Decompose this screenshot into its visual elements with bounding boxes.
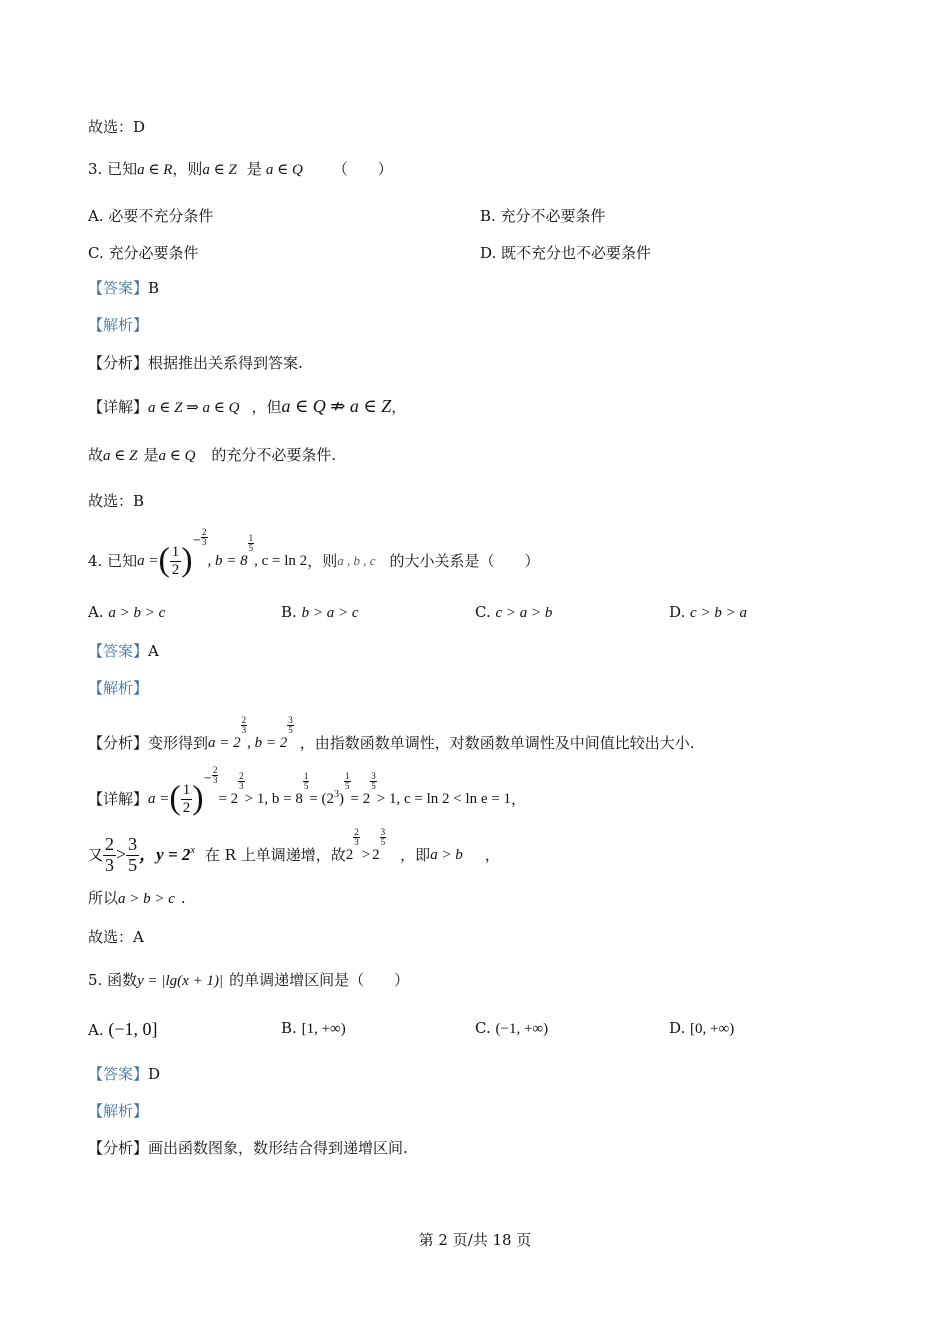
exponent-sign: − — [192, 535, 202, 546]
you-gt-2: > — [361, 847, 371, 863]
exp-num: 3 — [371, 771, 376, 781]
exp-den: 3 — [241, 725, 247, 735]
question-3-blank: （ ） — [332, 160, 393, 178]
detail-tag: 【详解】 — [88, 790, 149, 808]
option-label: B. — [281, 1019, 297, 1037]
answer-4 — [88, 642, 159, 660]
question-4-prefix: 4. 已知 — [88, 552, 138, 570]
fenxi-text: 画出函数图象，数形结合得到递增区间. — [148, 1139, 408, 1157]
fraction-num: 3 — [128, 833, 138, 854]
detail-power-three: 3 — [334, 789, 340, 800]
exp-den: 5 — [380, 837, 386, 847]
question-3-option-d: D. 既不充分也不必要条件 — [480, 244, 652, 262]
detail-close-paren: ) — [339, 791, 345, 807]
fenxi-math-a: a = 2 — [208, 735, 241, 751]
fenxi-tag: 【分析】 — [88, 734, 149, 752]
detail-exp-1 — [238, 772, 245, 791]
question-4-c: , c = ln 2 — [254, 553, 308, 569]
you-exp-2 — [380, 828, 387, 847]
question-5-math: y = |lg(x + 1)| — [137, 973, 224, 989]
analysis-tag-4: 【解析】 — [88, 679, 149, 697]
exp-num: 3 — [380, 827, 386, 837]
suoyi-math: a > b > c — [118, 891, 175, 907]
question-3-text-1: ，则 — [172, 160, 203, 178]
detail-exp-2 — [303, 772, 310, 791]
question-5-option-b — [281, 1019, 346, 1038]
conclusion-math-2: a ∈ Q — [158, 448, 196, 464]
option-label: A. — [88, 1021, 104, 1039]
conclusion-3 — [88, 446, 336, 465]
fenxi-text-2: ，由指数函数单调性，对数函数单调性及中间值比较出大小. — [299, 734, 695, 752]
detail-4 — [88, 766, 526, 822]
answer-3 — [88, 279, 159, 297]
exp-den: 5 — [303, 781, 309, 791]
exp-num: 1 — [345, 771, 350, 781]
question-3-option-a: A. 必要不充分条件 — [88, 207, 214, 225]
option-expr: [1, +∞) — [301, 1021, 346, 1037]
question-5-prefix: 5. 函数 — [88, 971, 138, 989]
fenxi-math-b: , b = 2 — [247, 735, 288, 751]
question-4 — [88, 528, 540, 584]
question-4-option-c — [475, 603, 552, 622]
you-function: ，y = 2 — [139, 844, 191, 864]
option-label: A. — [88, 603, 104, 621]
option-expr: a > b > c — [108, 605, 166, 621]
conclusion-math-1: a ∈ Z — [103, 448, 138, 464]
b-exponent-num: 1 — [248, 533, 254, 543]
detail-eq-3: = 2 — [350, 791, 371, 807]
option-label: D. — [669, 1019, 686, 1037]
fraction-den: 3 — [105, 854, 115, 875]
detail-end: ， — [391, 398, 407, 416]
fenxi-tag: 【分析】 — [88, 1139, 149, 1157]
prev-answer-choice: 故选：D — [88, 118, 146, 136]
option-expr: [0, +∞) — [690, 1021, 735, 1037]
fraction-den: 5 — [128, 854, 138, 875]
question-5-option-a — [88, 1019, 158, 1040]
option-expr: b > a > c — [301, 605, 359, 621]
suoyi-prefix: 所以 — [88, 889, 119, 907]
answer-value: D — [148, 1065, 161, 1083]
question-3-math-1: a ∈ R — [137, 162, 173, 178]
answer-tag: 【答案】 — [88, 279, 149, 297]
conclusion-prefix: 故 — [88, 446, 104, 464]
you-gt: > — [116, 844, 127, 865]
fraction-half — [181, 782, 193, 816]
you-line-4: 又 $\frac{2}{3}$ > $\frac{3}{5}$ ，$y = 2^x$ 在 R 上单调递增，故2 $\frac{2}{3}> 2$ $\frac{3}{5}$，即a > b ， — [88, 827, 500, 875]
you-comma: ， — [484, 846, 500, 864]
detail-exp-4 — [370, 772, 377, 791]
detail-eq-1: = 2 — [218, 791, 239, 807]
option-label: C. — [475, 1019, 491, 1037]
you-exp-x: x — [190, 845, 195, 856]
fraction-three-fifths — [126, 835, 139, 876]
detail-tag: 【详解】 — [88, 398, 149, 416]
page-footer: 第 2 页/共 18 页 — [418, 1231, 532, 1249]
fraction-num: 2 — [105, 833, 115, 854]
answer-value: A — [148, 642, 159, 660]
suoyi-end: . — [180, 889, 186, 907]
detail-end-math: > 1, c = ln 2 < ln e = 1 — [376, 791, 512, 807]
exp-num: 2 — [354, 827, 359, 837]
option-label: D. — [669, 603, 686, 621]
fraction-two-thirds — [103, 835, 116, 876]
detail-math-2: a ∈ Q ⇏ a ∈ Z — [281, 396, 392, 416]
question-3-text-2: 是 — [246, 160, 262, 178]
question-3-option-c: C. 充分必要条件 — [88, 244, 199, 262]
question-3 — [88, 160, 393, 179]
option-expr: c > a > b — [495, 605, 553, 621]
right-paren: ) — [192, 779, 204, 817]
detail-a: a = — [148, 791, 170, 807]
answer-5 — [88, 1065, 160, 1083]
question-4-end: 的大小关系是（ ） — [389, 552, 540, 570]
analysis-tag-5: 【解析】 — [88, 1102, 149, 1120]
exp-den: 3 — [239, 781, 244, 791]
detail-math-1: a ∈ Z ⇒ a ∈ Q — [148, 400, 240, 416]
left-paren: ( — [158, 541, 170, 579]
answer-tag: 【答案】 — [88, 642, 149, 660]
exp-num: 1 — [303, 771, 309, 781]
fenxi-3 — [88, 354, 303, 372]
exponent-sign: − — [203, 773, 212, 784]
exp-num: 2 — [241, 715, 247, 725]
question-4-b: , b = 8 — [207, 553, 248, 569]
final-4: 故选：A — [88, 928, 144, 946]
fraction-den: 2 — [182, 799, 191, 816]
fenxi-5 — [88, 1139, 408, 1157]
exp-den: 3 — [212, 775, 218, 785]
option-label: B. — [281, 603, 297, 621]
you-ji: ，即 — [400, 846, 431, 864]
suoyi-4 — [88, 889, 186, 908]
option-label: C. — [475, 603, 491, 621]
exp-den: 5 — [371, 781, 376, 791]
fenxi-tag: 【分析】 — [88, 354, 149, 372]
conclusion-end: 的充分不必要条件. — [211, 446, 337, 464]
fenxi-text: 根据推出关系得到答案. — [148, 354, 303, 372]
final-3: 故选：B — [88, 492, 145, 510]
fenxi-text-1: 变形得到 — [148, 734, 209, 752]
question-4-option-b — [281, 603, 358, 622]
detail-comma: ， — [511, 790, 527, 808]
exp-num: 2 — [239, 771, 244, 781]
left-paren: ( — [169, 779, 181, 817]
question-5-option-c — [475, 1019, 548, 1038]
question-3-option-b: B. 充分不必要条件 — [480, 207, 606, 225]
conclusion-text: 是 — [143, 446, 159, 464]
question-4-a: a = — [137, 553, 159, 569]
question-4-text: ，则 — [307, 552, 338, 570]
question-4-option-d — [669, 603, 747, 622]
exponent-fraction — [201, 528, 208, 547]
question-3-prefix: 3. 已知 — [88, 160, 138, 178]
b-exponent — [248, 534, 255, 553]
exponent-den: 3 — [202, 537, 207, 547]
detail-gt-1: > 1, b = 8 — [244, 791, 303, 807]
option-expr: (−1, +∞) — [495, 1021, 549, 1037]
exp-den: 3 — [354, 837, 359, 847]
option-expr: c > b > a — [690, 605, 747, 621]
question-3-math-3: a ∈ Q — [265, 162, 303, 178]
fenxi-4 — [88, 715, 695, 752]
detail-exp-3 — [344, 772, 351, 791]
question-5-end: 的单调递增区间是（ ） — [229, 971, 410, 989]
answer-value: B — [148, 279, 160, 297]
analysis-tag-3: 【解析】 — [88, 316, 149, 334]
exp-den: 5 — [345, 781, 350, 791]
fraction-half — [170, 544, 182, 578]
option-expr: (−1, 0] — [108, 1019, 158, 1039]
question-4-option-a — [88, 603, 165, 622]
you-a-gt-b: a > b — [430, 847, 463, 863]
question-5 — [88, 971, 409, 990]
detail-eq-2: = (2 — [309, 791, 335, 807]
you-prefix: 又 — [88, 846, 104, 864]
detail-3 — [88, 396, 406, 418]
detail-text: ，但 — [251, 398, 282, 416]
fenxi-exp-1 — [241, 716, 248, 735]
question-3-math-2: a ∈ Z — [202, 162, 237, 178]
question-4-vars: a , b , c — [337, 553, 376, 569]
question-5-option-d — [669, 1019, 734, 1038]
you-exp-1 — [353, 828, 360, 847]
fenxi-exp-2 — [287, 716, 294, 735]
exp-num: 2 — [212, 765, 218, 775]
fraction-den: 2 — [171, 561, 180, 578]
exp-num: 3 — [288, 715, 293, 725]
answer-tag: 【答案】 — [88, 1065, 149, 1083]
b-exponent-den: 5 — [248, 543, 254, 553]
exp-den: 5 — [288, 725, 293, 735]
right-paren: ) — [181, 541, 193, 579]
exponent-num: 2 — [202, 527, 207, 537]
fraction-num: 1 — [182, 782, 191, 798]
exponent-fraction — [212, 766, 219, 785]
fraction-num: 1 — [171, 544, 180, 560]
you-text: 在 R 上单调递增，故 — [204, 846, 346, 864]
